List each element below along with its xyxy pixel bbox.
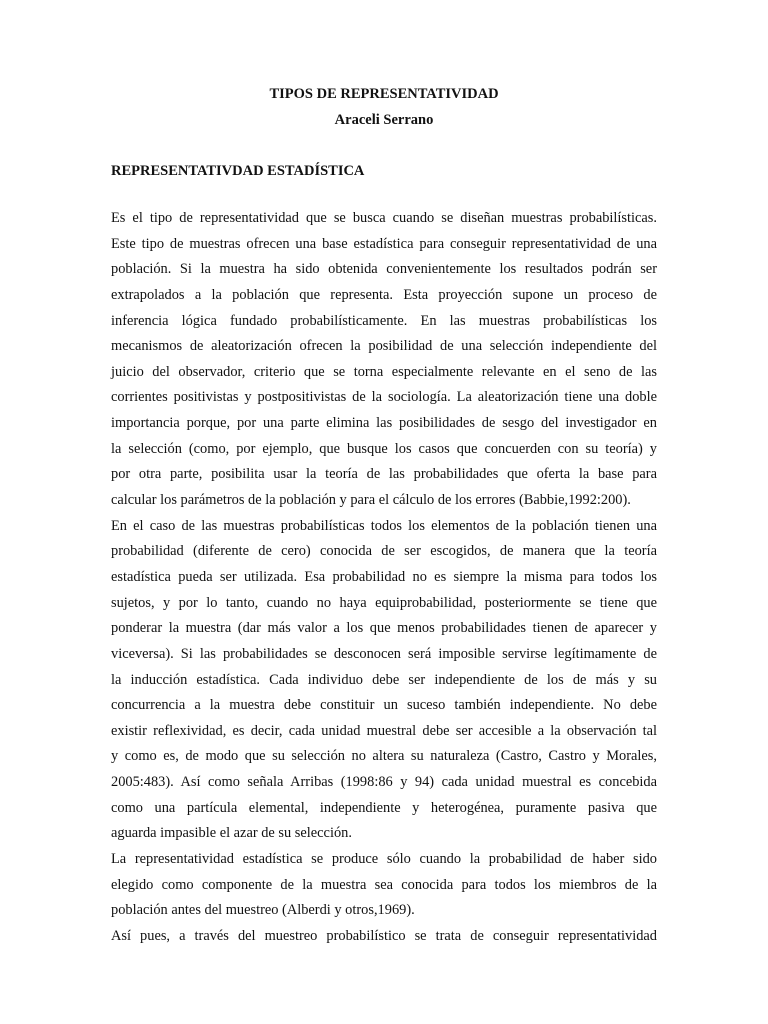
text-line: viceversa). Si las probabilidades se desconocen será imposible servirse legítimamente de <box>111 645 657 662</box>
text-line: inferencia lógica fundado probabilísticamente. En las muestras probabilísticas los <box>111 312 657 329</box>
text-line: 2005:483). Así como señala Arribas (1998:86 y 94) cada unidad muestral es concebida <box>111 774 657 791</box>
text-line: y como es, de modo que su selección no altera su naturaleza (Castro, Castro y Morales, <box>111 748 657 765</box>
text-line: elegido como componente de la muestra sea conocida para todos los miembros de la <box>111 876 657 893</box>
text-line: concurrencia a la muestra debe constituir un suceso también independiente. No debe <box>111 697 657 714</box>
text-line: la selección (como, por ejemplo, que busque los casos que concuerden con su teoría) y <box>111 440 657 457</box>
document-author: Araceli Serrano <box>334 112 434 128</box>
text-line: corrientes positivistas y postpositivistas de la sociología. La aleatorización tiene una doble <box>111 389 657 406</box>
document-page <box>111 0 657 1024</box>
text-line: extrapolados a la población que representa. Esta proyección supone un proceso de <box>111 286 657 303</box>
body-text <box>111 208 657 952</box>
text-line: mecanismos de aleatorización ofrecen la posibilidad de una selección independiente del <box>111 338 657 355</box>
text-line: Es el tipo de representatividad que se busca cuando se diseñan muestras probabilísticas. <box>111 210 657 226</box>
document-title: TIPOS DE REPRESENTATIVIDAD <box>269 86 499 102</box>
text-line: sujetos, y por lo tanto, cuando no haya equiprobabilidad, posteriormente se tiene que <box>111 594 657 611</box>
section-heading: REPRESENTATIVDAD ESTADÍSTICA <box>111 163 365 179</box>
text-line: estadística pueda ser utilizada. Esa probabilidad no es siempre la misma para todos los <box>111 568 657 585</box>
text-line: existir reflexividad, es decir, cada unidad muestral debe ser accesible a la observación tal <box>111 722 657 739</box>
text-line: por otra parte, posibilita usar la teoría de las probabilidades que oferta la base para <box>111 466 657 483</box>
text-line: La representatividad estadística se produce sólo cuando la probabilidad de haber sido <box>111 851 657 868</box>
text-line: Este tipo de muestras ofrecen una base estadística para conseguir representatividad de una <box>111 235 657 252</box>
text-line: aguarda impasible el azar de su selección. <box>111 825 352 842</box>
text-line: población. Si la muestra ha sido obtenida convenientemente los resultados podrán ser <box>111 261 657 278</box>
text-line: juicio del observador, criterio que se torna especialmente relevante en el seno de las <box>111 363 657 380</box>
text-line: probabilidad (diferente de cero) conocida de ser escogidos, de manera que la teoría <box>111 543 657 560</box>
text-line: En el caso de las muestras probabilísticas todos los elementos de la población tienen una <box>111 517 657 534</box>
text-line: población antes del muestreo (Alberdi y otros,1969). <box>111 902 415 919</box>
text-line: importancia porque, por una parte elimina las posibilidades de sesgo del investigador en <box>111 415 657 432</box>
text-line: ponderar la muestra (dar más valor a los que menos probabilidades tienen de aparecer y <box>111 620 657 637</box>
text-line: Así pues, a través del muestreo probabilístico se trata de conseguir representatividad <box>111 927 657 944</box>
text-line: calcular los parámetros de la población y para el cálculo de los errores (Babbie,1992:200). <box>111 492 631 509</box>
text-line: la inducción estadística. Cada individuo debe ser independiente de los de más y su <box>111 671 657 688</box>
text-line: como una partícula elemental, independiente y heterogénea, puramente pasiva que <box>111 799 657 816</box>
